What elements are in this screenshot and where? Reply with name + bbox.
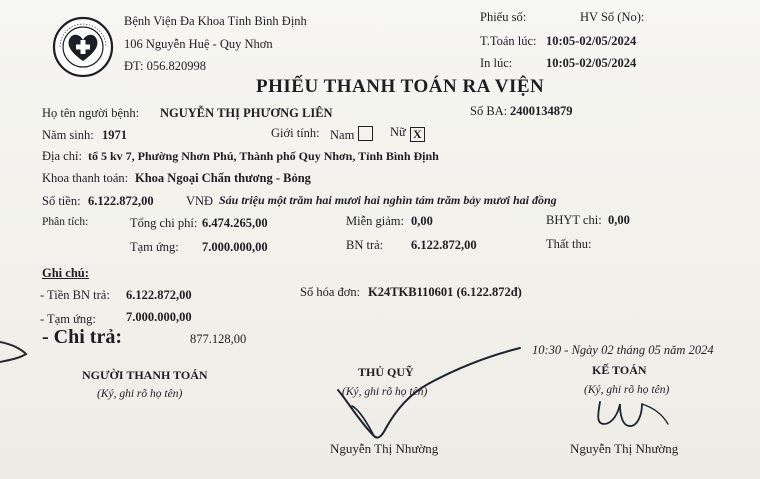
gender-label: Giới tính:: [271, 126, 320, 140]
accountant-note: (Ký, ghi rõ họ tên): [584, 384, 670, 396]
accountant-signature-icon: [578, 380, 688, 440]
tam-ung-label: Tạm ứng:: [130, 240, 179, 254]
dept-value: Khoa Ngoại Chấn thương - Bỏng: [135, 171, 311, 185]
phieu-so-label: Phiếu số:: [480, 10, 527, 24]
address-label: Địa chỉ:: [42, 149, 82, 163]
gender-male: [330, 126, 373, 143]
accountant-title: KẾ TOÁN: [592, 363, 647, 377]
bhyt-chi-label: BHYT chi:: [546, 213, 602, 227]
tien-bn-tra-value: 6.122.872,00: [126, 288, 192, 302]
accountant-name: Nguyễn Thị Nhường: [570, 441, 679, 456]
gender-female: [390, 125, 425, 142]
treasurer-note: (Ký, ghi rõ họ tên): [342, 386, 428, 398]
chi-tra-label: - Chi trả:: [42, 326, 122, 348]
amount-value: 6.122.872,00: [88, 194, 154, 208]
payer-note: (Ký, ghi rõ họ tên): [97, 388, 183, 400]
toan-luc-value: 10:05-02/05/2024: [546, 34, 637, 48]
page-title: PHIẾU THANH TOÁN RA VIỆN: [256, 76, 545, 97]
treasurer-title: THỦ QUỸ: [358, 365, 414, 379]
amount-currency: VNĐ: [186, 194, 214, 208]
female-label: Nữ: [390, 125, 406, 139]
bn-tra-label: BN trả:: [346, 238, 384, 252]
mien-giam-value: 0,00: [411, 214, 433, 228]
tong-chi-phi-label: Tổng chi phí:: [130, 216, 198, 230]
address-value: tổ 5 kv 7, Phường Nhơn Phú, Thành phố Quy Nhơn, Tỉnh Bình Định: [88, 149, 439, 163]
treasurer-name: Nguyễn Thị Nhường: [330, 441, 439, 456]
notes-label: Ghi chú:: [42, 266, 89, 280]
analysis-label: Phân tích:: [42, 216, 89, 228]
birth-value: 1971: [102, 128, 127, 142]
mien-giam-label: Miễn giảm:: [346, 214, 404, 228]
so-hoa-don-label: Số hóa đơn:: [300, 285, 361, 299]
patient-name-label: Họ tên người bệnh:: [42, 106, 140, 120]
date-line: 10:30 - Ngày 02 tháng 05 năm 2024: [532, 343, 714, 357]
payer-title: NGƯỜI THANH TOÁN: [82, 368, 208, 382]
edge-mark-icon: [0, 328, 30, 368]
treasurer-signature-icon: [330, 340, 560, 450]
so-hoa-don-value: K24TKB110601 (6.122.872đ): [368, 285, 522, 299]
bhyt-chi-value: 0,00: [608, 213, 630, 227]
so-ba-value: 2400134879: [510, 104, 573, 118]
hospital-name: Bệnh Viện Đa Khoa Tỉnh Bình Định: [124, 14, 307, 28]
male-checkbox: [358, 126, 373, 141]
notes-tam-ung-label: - Tạm ứng:: [40, 312, 96, 326]
in-luc-value: 10:05-02/05/2024: [546, 56, 637, 70]
so-ba-label: Số BA:: [470, 104, 508, 118]
female-checkbox: X: [410, 127, 425, 142]
tam-ung-value: 7.000.000,00: [202, 240, 268, 254]
male-label: Nam: [330, 128, 355, 142]
tong-chi-phi-value: 6.474.265,00: [202, 216, 268, 230]
hospital-logo-icon: [52, 16, 114, 78]
that-thu-label: Thất thu:: [546, 237, 592, 251]
tien-bn-tra-label: - Tiền BN trả:: [40, 288, 110, 302]
dept-label: Khoa thanh toán:: [42, 171, 129, 185]
chi-tra-value: 877.128,00: [190, 332, 247, 346]
notes-tam-ung-value: 7.000.000,00: [126, 310, 192, 324]
hv-so-label: HV Số (No):: [580, 10, 645, 24]
toan-luc-label: T.Toán lúc:: [480, 34, 537, 48]
amount-in-words: Sáu triệu một trăm hai mươi hai nghìn tám trăm bảy mươi hai đồng: [219, 193, 557, 207]
hospital-address: 106 Nguyễn Huệ - Quy Nhơn: [124, 37, 273, 51]
bn-tra-value: 6.122.872,00: [411, 238, 477, 252]
birth-label: Năm sinh:: [42, 128, 94, 142]
patient-name: NGUYỄN THỊ PHƯƠNG LIÊN: [160, 106, 333, 120]
in-luc-label: In lúc:: [480, 56, 513, 70]
hospital-phone: ĐT: 056.820998: [124, 59, 207, 73]
amount-label: Số tiền:: [42, 194, 81, 208]
